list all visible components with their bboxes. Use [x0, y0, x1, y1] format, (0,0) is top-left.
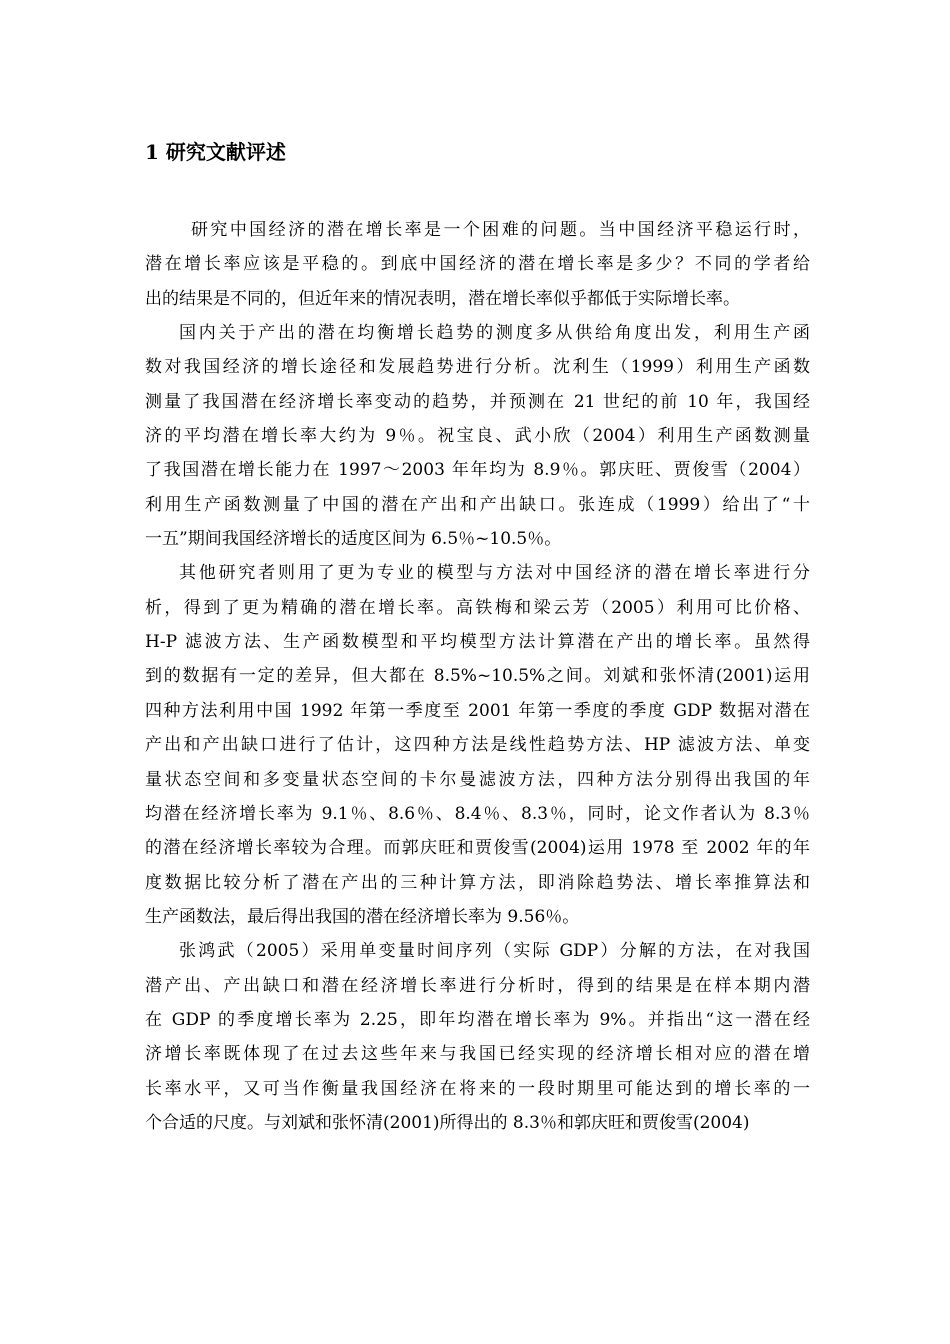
document-body [145, 213, 810, 1140]
paragraph-line: 一五”期间我国经济增长的适度区间为 6.5％~10.5％。 [145, 529, 562, 550]
paragraph-line: 产出和产出缺口进行了估计，这四种方法是线性趋势方法、HP 滤波方法、单变 [145, 735, 810, 756]
paragraph-line: 了我国潜在增长能力在 1997～2003 年年均为 8.9％。郭庆旺、贾俊雪（2004） [145, 460, 810, 481]
paragraph-line: 济的平均潜在增长率大约为 9％。祝宝良、武小欣（2004）利用生产函数测量 [145, 426, 810, 447]
paragraph-line: 出的结果是不同的，但近年来的情况表明，潜在增长率似乎都低于实际增长率。 [145, 288, 740, 309]
paragraph-line: 个合适的尺度。与刘斌和张怀清(2001)所得出的 8.3％和郭庆旺和贾俊雪(2004) [145, 1112, 750, 1133]
paragraph-line: 量状态空间和多变量状态空间的卡尔曼滤波方法，四种方法分别得出我国的年 [145, 769, 810, 790]
paragraph-line: 其他研究者则用了更为专业的模型与方法对中国经济的潜在增长率进行分 [179, 563, 810, 584]
paragraph-line: 国内关于产出的潜在均衡增长趋势的测度多从供给角度出发，利用生产函 [179, 323, 810, 344]
paragraph-line: 生产函数法，最后得出我国的潜在经济增长率为 9.56％。 [145, 906, 580, 927]
paragraph-line: 利用生产函数测量了中国的潜在产出和产出缺口。张连成（1999）给出了“十 [145, 494, 810, 515]
paragraph-line: 析，得到了更为精确的潜在增长率。高铁梅和梁云芳（2005）利用可比价格、 [145, 597, 810, 618]
paragraph-line: 长率水平，又可当作衡量我国经济在将来的一段时期里可能达到的增长率的一 [145, 1078, 810, 1099]
paragraph-line: 潜产出、产出缺口和潜在经济增长率进行分析时，得到的结果是在样本期内潜 [145, 975, 810, 996]
section-heading: 1 研究文献评述 [145, 140, 286, 164]
paragraph-line: 潜在增长率应该是平稳的。到底中国经济的潜在增长率是多少？不同的学者给 [145, 254, 810, 275]
paragraph-line: 数对我国经济的增长途径和发展趋势进行分析。沈利生（1999）利用生产函数 [145, 357, 810, 378]
paragraph-line: 测量了我国潜在经济增长率变动的趋势，并预测在 21 世纪的前 10 年，我国经 [145, 391, 810, 412]
paragraph-line: 在 GDP 的季度增长率为 2.25，即年均潜在增长率为 9%。并指出“这一潜在经 [145, 1009, 810, 1030]
paragraph-line: 度数据比较分析了潜在产出的三种计算方法，即消除趋势法、增长率推算法和 [145, 872, 810, 893]
paragraph-line: 均潜在经济增长率为 9.1％、8.6％、8.4％、8.3％，同时，论文作者认为 8.3％ [145, 803, 810, 824]
paragraph-line: 的潜在经济增长率较为合理。而郭庆旺和贾俊雪(2004)运用 1978 至 2002 年的年 [145, 838, 810, 859]
paragraph-line: 到的数据有一定的差异，但大都在 8.5%~10.5%之间。刘斌和张怀清(2001)运用 [145, 666, 810, 687]
paragraph-line: 研究中国经济的潜在增长率是一个困难的问题。当中国经济平稳运行时， [191, 220, 810, 240]
paragraph-line: 四种方法利用中国 1992 年第一季度至 2001 年第一季度的季度 GDP 数据对潜在 [145, 700, 810, 721]
paragraph-line: 济增长率既体现了在过去这些年来与我国已经实现的经济增长相对应的潜在增 [145, 1044, 810, 1065]
paragraph-line: 张鸿武（2005）采用单变量时间序列（实际 GDP）分解的方法，在对我国 [179, 941, 810, 962]
paragraph-line: H-P 滤波方法、生产函数模型和平均模型方法计算潜在产出的增长率。虽然得 [145, 632, 810, 653]
